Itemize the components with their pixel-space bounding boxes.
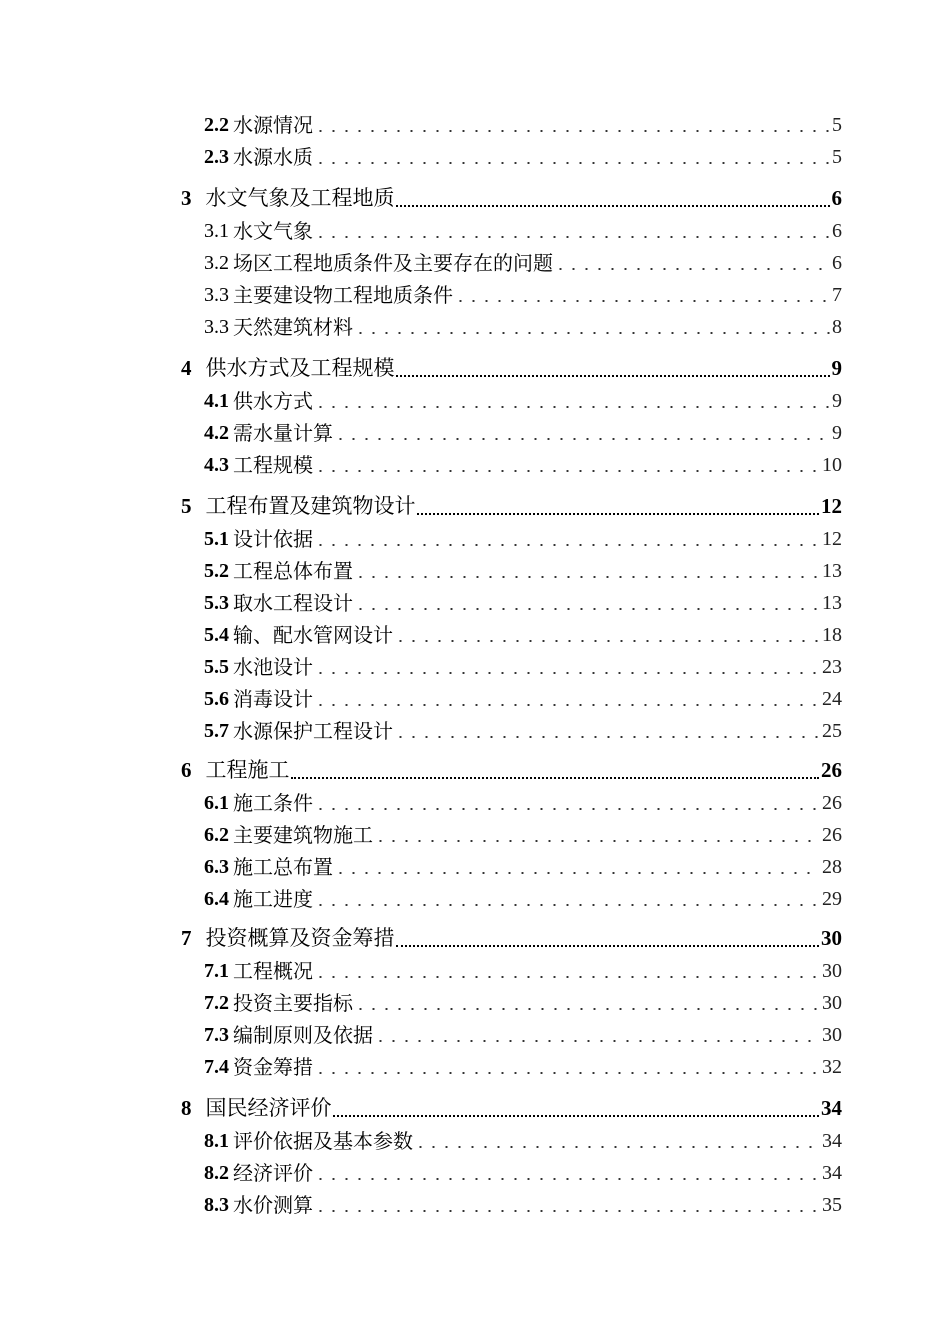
- dot-leader: [314, 147, 830, 167]
- toc-page-number: 34: [822, 1130, 842, 1152]
- toc-entry-number: 2.2: [204, 114, 229, 136]
- toc-entry-title: 水价测算: [233, 1193, 313, 1217]
- toc-page-number: 9: [832, 422, 842, 444]
- toc-chapter-row[interactable]: [181, 495, 842, 517]
- toc-entry-title: 施工条件: [233, 791, 313, 815]
- toc-entry-number: 6: [181, 758, 192, 782]
- toc-section-row[interactable]: [204, 1024, 842, 1045]
- toc-section-row[interactable]: [204, 560, 842, 581]
- toc-entry-number: 3.2: [204, 252, 229, 274]
- toc-section-row[interactable]: [204, 146, 842, 167]
- toc-page-number: 26: [821, 758, 842, 782]
- toc-entry-title: 评价依据及基本参数: [233, 1129, 413, 1153]
- toc-entry-number: 4.3: [204, 454, 229, 476]
- dot-leader: [354, 317, 830, 337]
- toc-entry-number: 5.3: [204, 592, 229, 614]
- toc-entry-title: 主要建筑物施工: [233, 823, 373, 847]
- toc-section-row[interactable]: [204, 688, 842, 709]
- toc-entry-title: 工程布置及建筑物设计: [205, 494, 416, 518]
- toc-section-row[interactable]: [204, 720, 842, 741]
- dot-leader: [334, 857, 820, 877]
- toc-page-number: 32: [822, 1056, 842, 1078]
- toc-page-number: 30: [822, 992, 842, 1014]
- toc-entry-title: 资金筹措: [233, 1055, 313, 1079]
- toc-entry-number: 3.1: [204, 220, 229, 242]
- toc-entry-title: 输、配水管网设计: [233, 623, 393, 647]
- dot-leader: [314, 1195, 820, 1215]
- toc-entry-number: 6.1: [204, 792, 229, 814]
- toc-entry-title: 水源保护工程设计: [233, 719, 393, 743]
- toc-entry-title: 水池设计: [233, 655, 313, 679]
- toc-entry-number: 8: [181, 1096, 192, 1120]
- toc-section-row[interactable]: [204, 454, 842, 475]
- toc-page-number: 24: [822, 688, 842, 710]
- toc-entry-number: 5.4: [204, 624, 229, 646]
- toc-page-number: 13: [822, 560, 842, 582]
- toc-entry-title: 经济评价: [233, 1161, 313, 1185]
- dot-leader: [417, 496, 820, 517]
- dot-leader: [314, 221, 830, 241]
- toc-section-row[interactable]: [204, 284, 842, 305]
- toc-entry-number: 8.2: [204, 1162, 229, 1184]
- toc-entry-number: 4.1: [204, 390, 229, 412]
- toc-entry-title: 供水方式及工程规模: [205, 356, 395, 380]
- toc-section-row[interactable]: [204, 114, 842, 135]
- toc-chapter-row[interactable]: [181, 927, 842, 949]
- toc-entry-title: 工程概况: [233, 959, 313, 983]
- toc-section-row[interactable]: [204, 390, 842, 411]
- toc-entry-title: 水文气象: [233, 219, 313, 243]
- toc-section-row[interactable]: [204, 1056, 842, 1077]
- toc-section-row[interactable]: [204, 656, 842, 677]
- dot-leader: [374, 1025, 820, 1045]
- toc-entry-title: 工程施工: [205, 758, 290, 782]
- toc-entry-number: 3.3: [204, 284, 229, 306]
- toc-entry-title: 编制原则及依据: [233, 1023, 373, 1047]
- toc-page-number: 12: [821, 494, 842, 518]
- toc-entry-title: 供水方式: [233, 389, 313, 413]
- toc-entry-number: 7.4: [204, 1056, 229, 1078]
- dot-leader: [354, 993, 820, 1013]
- toc-section-row[interactable]: [204, 220, 842, 241]
- toc-entry-number: 8.3: [204, 1194, 229, 1216]
- toc-page-number: 7: [832, 284, 842, 306]
- toc-entry-number: 4: [181, 356, 192, 380]
- toc-page-number: 28: [822, 856, 842, 878]
- toc-entry-title: 工程规模: [233, 453, 313, 477]
- toc-section-row[interactable]: [204, 592, 842, 613]
- toc-entry-number: 7.2: [204, 992, 229, 1014]
- toc-entry-title: 施工总布置: [233, 855, 333, 879]
- dot-leader: [394, 625, 820, 645]
- toc-section-row[interactable]: [204, 960, 842, 981]
- dot-leader: [314, 961, 820, 981]
- toc-entry-number: 7.1: [204, 960, 229, 982]
- toc-entry-title: 场区工程地质条件及主要存在的问题: [233, 251, 553, 275]
- toc-entry-title: 国民经济评价: [205, 1096, 332, 1120]
- toc-entry-number: 3: [181, 186, 192, 210]
- toc-page-number: 10: [822, 454, 842, 476]
- toc-entry-title: 投资概算及资金筹措: [205, 926, 395, 950]
- toc-entry-title: 水源情况: [233, 113, 313, 137]
- dot-leader: [396, 188, 830, 209]
- toc-section-row[interactable]: [204, 1194, 842, 1215]
- toc-section-row[interactable]: [204, 856, 842, 877]
- toc-entry-number: 2.3: [204, 146, 229, 168]
- toc-entry-title: 投资主要指标: [233, 991, 353, 1015]
- toc-section-row[interactable]: [204, 824, 842, 845]
- toc-entry-title: 需水量计算: [233, 421, 333, 445]
- dot-leader: [314, 689, 820, 709]
- toc-entry-number: 6.3: [204, 856, 229, 878]
- toc-section-row[interactable]: [204, 528, 842, 549]
- toc-section-row[interactable]: [204, 1130, 842, 1151]
- toc-entry-title: 设计依据: [233, 527, 313, 551]
- toc-section-row[interactable]: [204, 1162, 842, 1183]
- toc-page-number: 30: [821, 926, 842, 950]
- toc-page-number: 34: [822, 1162, 842, 1184]
- toc-page-number: 29: [822, 888, 842, 910]
- toc-entry-number: 4.2: [204, 422, 229, 444]
- dot-leader: [314, 657, 820, 677]
- dot-leader: [454, 285, 830, 305]
- toc-section-row[interactable]: [204, 888, 842, 909]
- toc-page-number: 9: [831, 356, 842, 380]
- toc-entry-title: 施工进度: [233, 887, 313, 911]
- dot-leader: [333, 1098, 820, 1119]
- dot-leader: [314, 793, 820, 813]
- dot-leader: [314, 529, 820, 549]
- toc-entry-number: 3.3: [204, 316, 229, 338]
- toc-section-row[interactable]: [204, 316, 842, 337]
- toc-entry-number: 6.4: [204, 888, 229, 910]
- toc-page-number: 5: [832, 146, 842, 168]
- dot-leader: [314, 1057, 820, 1077]
- toc-entry-number: 5.1: [204, 528, 229, 550]
- toc-entry-title: 主要建设物工程地质条件: [233, 283, 453, 307]
- toc-page-number: 26: [822, 824, 842, 846]
- toc-page-number: 6: [832, 220, 842, 242]
- dot-leader: [314, 455, 820, 475]
- toc-entry-title: 天然建筑材料: [233, 315, 353, 339]
- toc-entry-title: 工程总体布置: [233, 559, 353, 583]
- toc-entry-number: 6.2: [204, 824, 229, 846]
- toc-page-number: 6: [831, 186, 842, 210]
- dot-leader: [314, 1163, 820, 1183]
- toc-entry-number: 5.7: [204, 720, 229, 742]
- toc-page-number: 9: [832, 390, 842, 412]
- toc-entry-title: 水源水质: [233, 145, 313, 169]
- toc-page-number: 8: [832, 316, 842, 338]
- toc-page-number: 26: [822, 792, 842, 814]
- toc-entry-number: 8.1: [204, 1130, 229, 1152]
- toc-page-number: 35: [822, 1194, 842, 1216]
- dot-leader: [334, 423, 830, 443]
- dot-leader: [554, 253, 830, 273]
- toc-entry-number: 7.3: [204, 1024, 229, 1046]
- toc-entry-number: 5: [181, 494, 192, 518]
- toc-page-number: 30: [822, 960, 842, 982]
- toc-section-row[interactable]: [204, 792, 842, 813]
- toc-section-row[interactable]: [204, 992, 842, 1013]
- toc-section-row[interactable]: [204, 624, 842, 645]
- toc-entry-title: 水文气象及工程地质: [205, 186, 395, 210]
- toc-chapter-row[interactable]: [181, 357, 842, 379]
- dot-leader: [354, 593, 820, 613]
- toc-entry-title: 取水工程设计: [233, 591, 353, 615]
- toc-section-row[interactable]: [204, 252, 842, 273]
- toc-section-row[interactable]: [204, 422, 842, 443]
- toc-entry-title: 消毒设计: [233, 687, 313, 711]
- toc-page-number: 34: [821, 1096, 842, 1120]
- toc-entry-number: 7: [181, 926, 192, 950]
- toc-page-number: 18: [822, 624, 842, 646]
- dot-leader: [314, 115, 830, 135]
- toc-entry-number: 5.2: [204, 560, 229, 582]
- dot-leader: [374, 825, 820, 845]
- toc-chapter-row[interactable]: [181, 759, 842, 781]
- dot-leader: [396, 358, 830, 379]
- toc-page-number: 12: [822, 528, 842, 550]
- toc-page-number: 13: [822, 592, 842, 614]
- toc-chapter-row[interactable]: [181, 187, 842, 209]
- toc-page-number: 25: [822, 720, 842, 742]
- toc-chapter-row[interactable]: [181, 1097, 842, 1119]
- toc-page-number: 30: [822, 1024, 842, 1046]
- dot-leader: [314, 391, 830, 411]
- dot-leader: [396, 928, 820, 949]
- dot-leader: [314, 889, 820, 909]
- toc-entry-number: 5.5: [204, 656, 229, 678]
- dot-leader: [291, 760, 820, 781]
- toc-page-number: 5: [832, 114, 842, 136]
- dot-leader: [394, 721, 820, 741]
- toc-page-number: 23: [822, 656, 842, 678]
- dot-leader: [354, 561, 820, 581]
- toc-entry-number: 5.6: [204, 688, 229, 710]
- dot-leader: [414, 1131, 820, 1151]
- toc-page-number: 6: [832, 252, 842, 274]
